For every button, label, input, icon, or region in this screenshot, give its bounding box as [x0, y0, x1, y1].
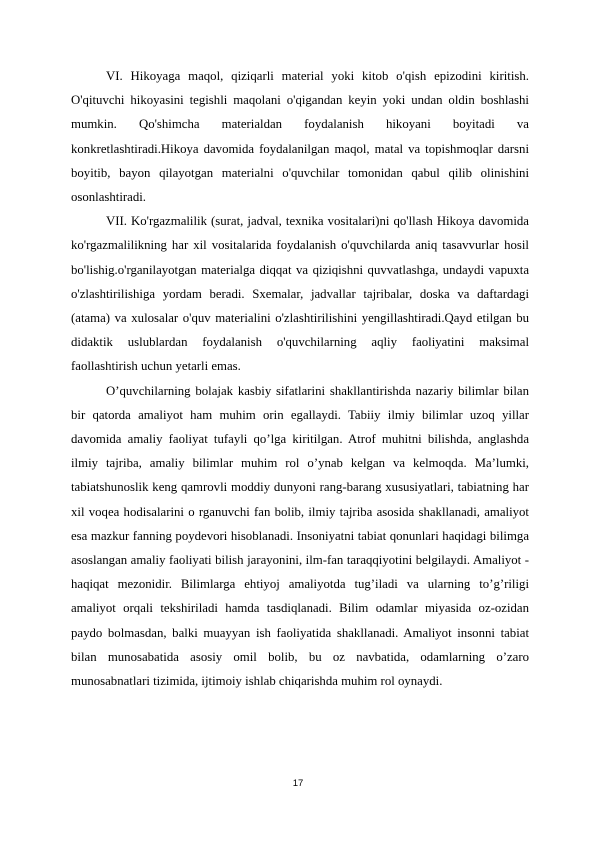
paragraph-vii-korgazmalilik: VII. Ko'rgazmalilik (surat, jadval, texnika vositalari)ni qo'llash Hikoya davomida ko'rgazmalilikning har xil vositalarida foydalanish o'quvchilarda aniq tasavvurlar hosil bo'lishig.o'rganilayotgan materialga diqqat va qiziqishni quvvatlashga, undaydi vapuxta o'zlashtirilishiga yordam beradi. Sxemalar, jadvallar tajribalar, doska va daftardagi (atama) va xulosalar o'quv materialini o'zlashtirilishini yengillashtiradi.Qayd etilgan bu didaktik uslublardan foydalanish o'quvchilarning aqliy faoliyatini maksimal faollashtirish uchun yetarli emas.: [71, 214, 529, 374]
document-body: [71, 64, 529, 693]
paragraph-vi-hikoya: VI. Hikoyaga maqol, qiziqarli material yoki kitob o'qish epizodini kiritish. O'qituvchi hikoyasini tegishli maqolani o'qigandan keyin yoki undan oldin boshlashi mumkin. Qo'shimcha materialdan foydalanish hikoyani boyitadi va konkretlashtiradi.Hikoya davomida foydalanilgan maqol, matal va topishmoqlar darsni boyitib, bayon qilayotgan materialni o'quvchilar tomonidan qabul qilib olinishini osonlashtiradi.: [71, 69, 529, 205]
paragraph-amaliyot: O’quvchilarning bolajak kasbiy sifatlarini shakllantirishda nazariy bilimlar bilan bir qatorda amaliyot ham muhim orin egallaydi. Tabiiy ilmiy bilimlar uzoq yillar davomida amaliy faoliyat tufayli qo’lga kiritilgan. Atrof muhitni bilishda, anglashda ilmiy tajriba, amaliy bilimlar muhim rol o’ynab kelgan va kelmoqda. Ma’lumki, tabiatshunoslik keng qamrovli moddiy dunyoni rang-barang xususiyatlari, tabiatning har xil voqea hodisalarini o rganuvchi fan bolib, ilmiy tajriba asosida shakllanadi, amaliyot esa mazkur fanning poydevori hisoblanadi. Insoniyatni tabiat qonunlari haqidagi bilimga asoslangan amaliy faoliyati bilish jarayonini, ilm-fan taraqqiyotini belgilaydi. Amaliyot - haqiqat mezonidir. Bilimlarga ehtiyoj amaliyotda tug’iladi va ularning to’g’riligi amaliyot orqali tekshiriladi hamda tasdiqlanadi. Bilim odamlar miyasida oz-ozidan paydo bolmasdan, balki muayyan ish faoliyatida shakllanadi. Amaliyot insonni tabiat bilan munosabatida asosiy omil bolib, bu oz navbatida, odamlarning o’zaro munosabnatlari tizimida, ijtimoiy ishlab chiqarishda muhim rol oynaydi.: [71, 383, 529, 689]
page-number: 17: [292, 778, 304, 789]
